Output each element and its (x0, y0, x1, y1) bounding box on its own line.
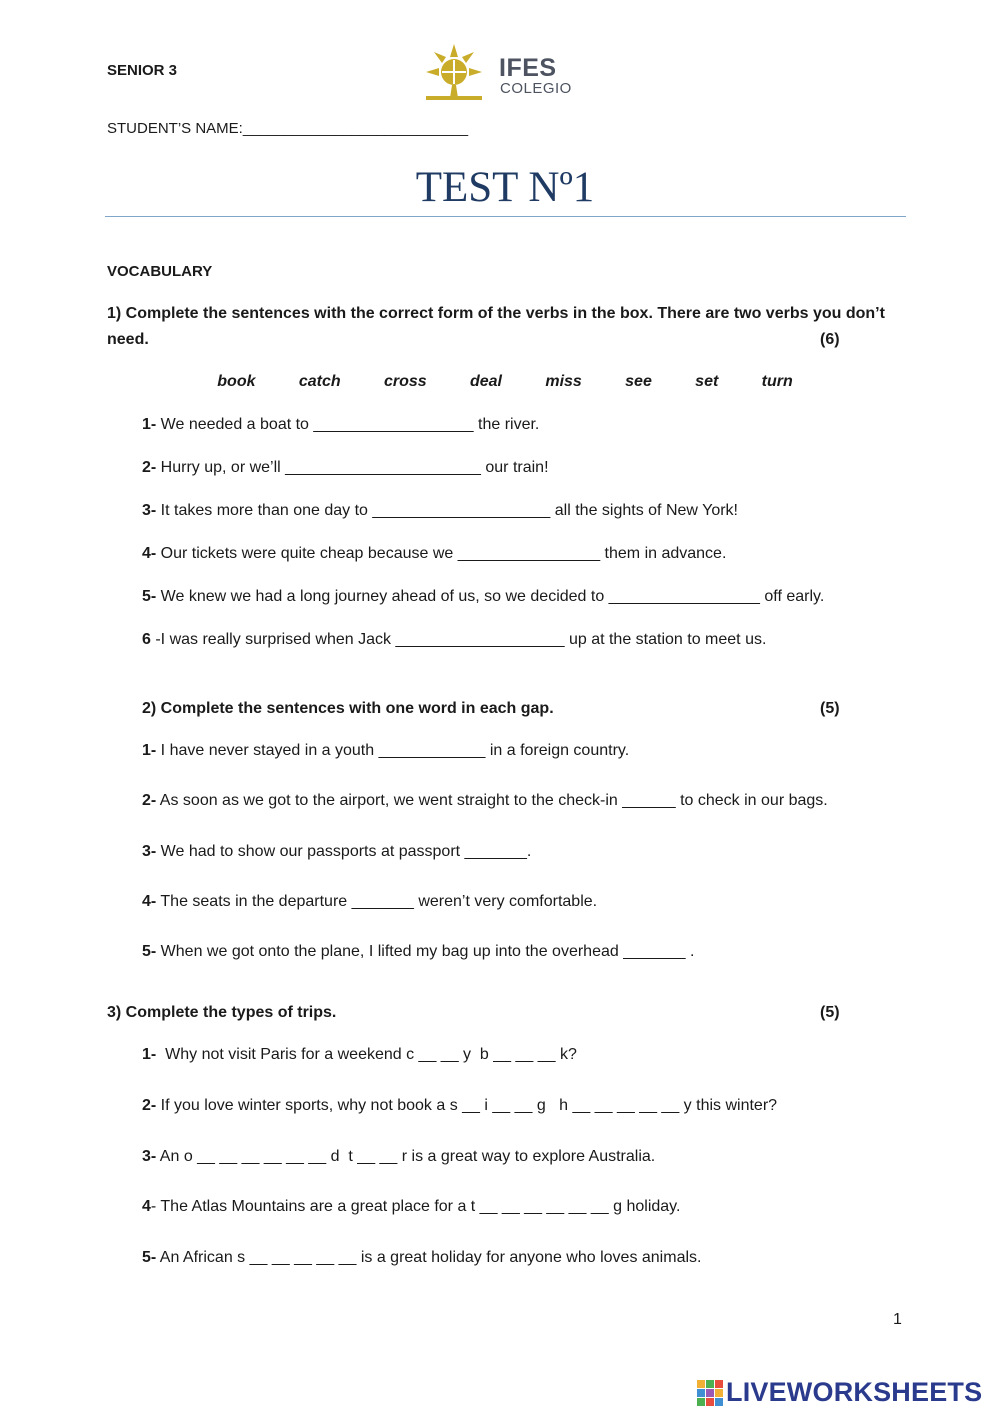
ex3-item[interactable]: 3- An o __ __ __ __ __ __ d t __ __ r is a great way to explore Australia. (142, 1148, 656, 1165)
liveworksheets-brand[interactable]: LIVEWORKSHEETS (726, 1377, 983, 1407)
ex1-item[interactable]: 4- Our tickets were quite cheap because we ________________ them in advance. (142, 545, 727, 562)
ex2-item[interactable]: 5- When we got onto the plane, I lifted my bag up into the overhead _______ . (142, 943, 695, 960)
ex1-item[interactable]: 1- We needed a boat to __________________ the river. (142, 416, 540, 433)
ex3-item[interactable]: 5- An African s __ __ __ __ __ is a great holiday for anyone who loves animals. (142, 1249, 702, 1266)
school-name: IFES (499, 54, 557, 82)
title-divider (105, 216, 906, 217)
school-sub-name: COLEGIO (500, 80, 572, 97)
ex3-item[interactable]: 4- The Atlas Mountains are a great place for a t __ __ __ __ __ __ g holiday. (142, 1198, 681, 1215)
ex2-instruction: 2) Complete the sentences with one word in each gap. (142, 700, 554, 717)
ex1-instruction-line1: 1) Complete the sentences with the correct form of the verbs in the box. There are two verbs you don’t (107, 305, 885, 322)
ex1-item[interactable]: 3- It takes more than one day to ____________________ all the sights of New York! (142, 502, 738, 519)
level-label: SENIOR 3 (107, 62, 178, 79)
ex2-item[interactable]: 3- We had to show our passports at passport _______. (142, 843, 532, 860)
ex2-item[interactable]: 1- I have never stayed in a youth ____________ in a foreign country. (142, 742, 630, 759)
ex1-item[interactable]: 5- We knew we had a long journey ahead of us, so we decided to _________________ off early. (142, 588, 825, 605)
ex1-marks: (6) (820, 331, 840, 348)
ex1-item[interactable]: 6 -I was really surprised when Jack ___________________ up at the station to meet us. (142, 631, 767, 648)
ex3-marks: (5) (820, 1004, 840, 1021)
ex3-instruction: 3) Complete the types of trips. (107, 1004, 337, 1021)
page-title: TEST Nº1 (415, 164, 595, 211)
page-number: 1 (893, 1311, 902, 1328)
ex2-marks: (5) (820, 700, 840, 717)
liveworksheets-logo-icon (697, 1380, 723, 1406)
ex3-item[interactable]: 2- If you love winter sports, why not book a s __ i __ __ g h __ __ __ __ __ y this winter? (142, 1097, 778, 1114)
ex1-instruction-line2: need. (107, 331, 149, 348)
section-label: VOCABULARY (107, 263, 213, 280)
verb-box: book catch cross deal miss see set turn (217, 373, 793, 390)
ex1-item[interactable]: 2- Hurry up, or we’ll ______________________ our train! (142, 459, 549, 476)
ex2-item[interactable]: 2- As soon as we got to the airport, we went straight to the check-in ______ to check in our bags. (142, 792, 828, 809)
ex2-item[interactable]: 4- The seats in the departure _______ weren’t very comfortable. (142, 893, 598, 910)
ex3-item[interactable]: 1- Why not visit Paris for a weekend c __ __ y b __ __ __ k? (142, 1046, 577, 1063)
student-name-field[interactable]: STUDENT’S NAME:___________________________ (107, 120, 469, 137)
